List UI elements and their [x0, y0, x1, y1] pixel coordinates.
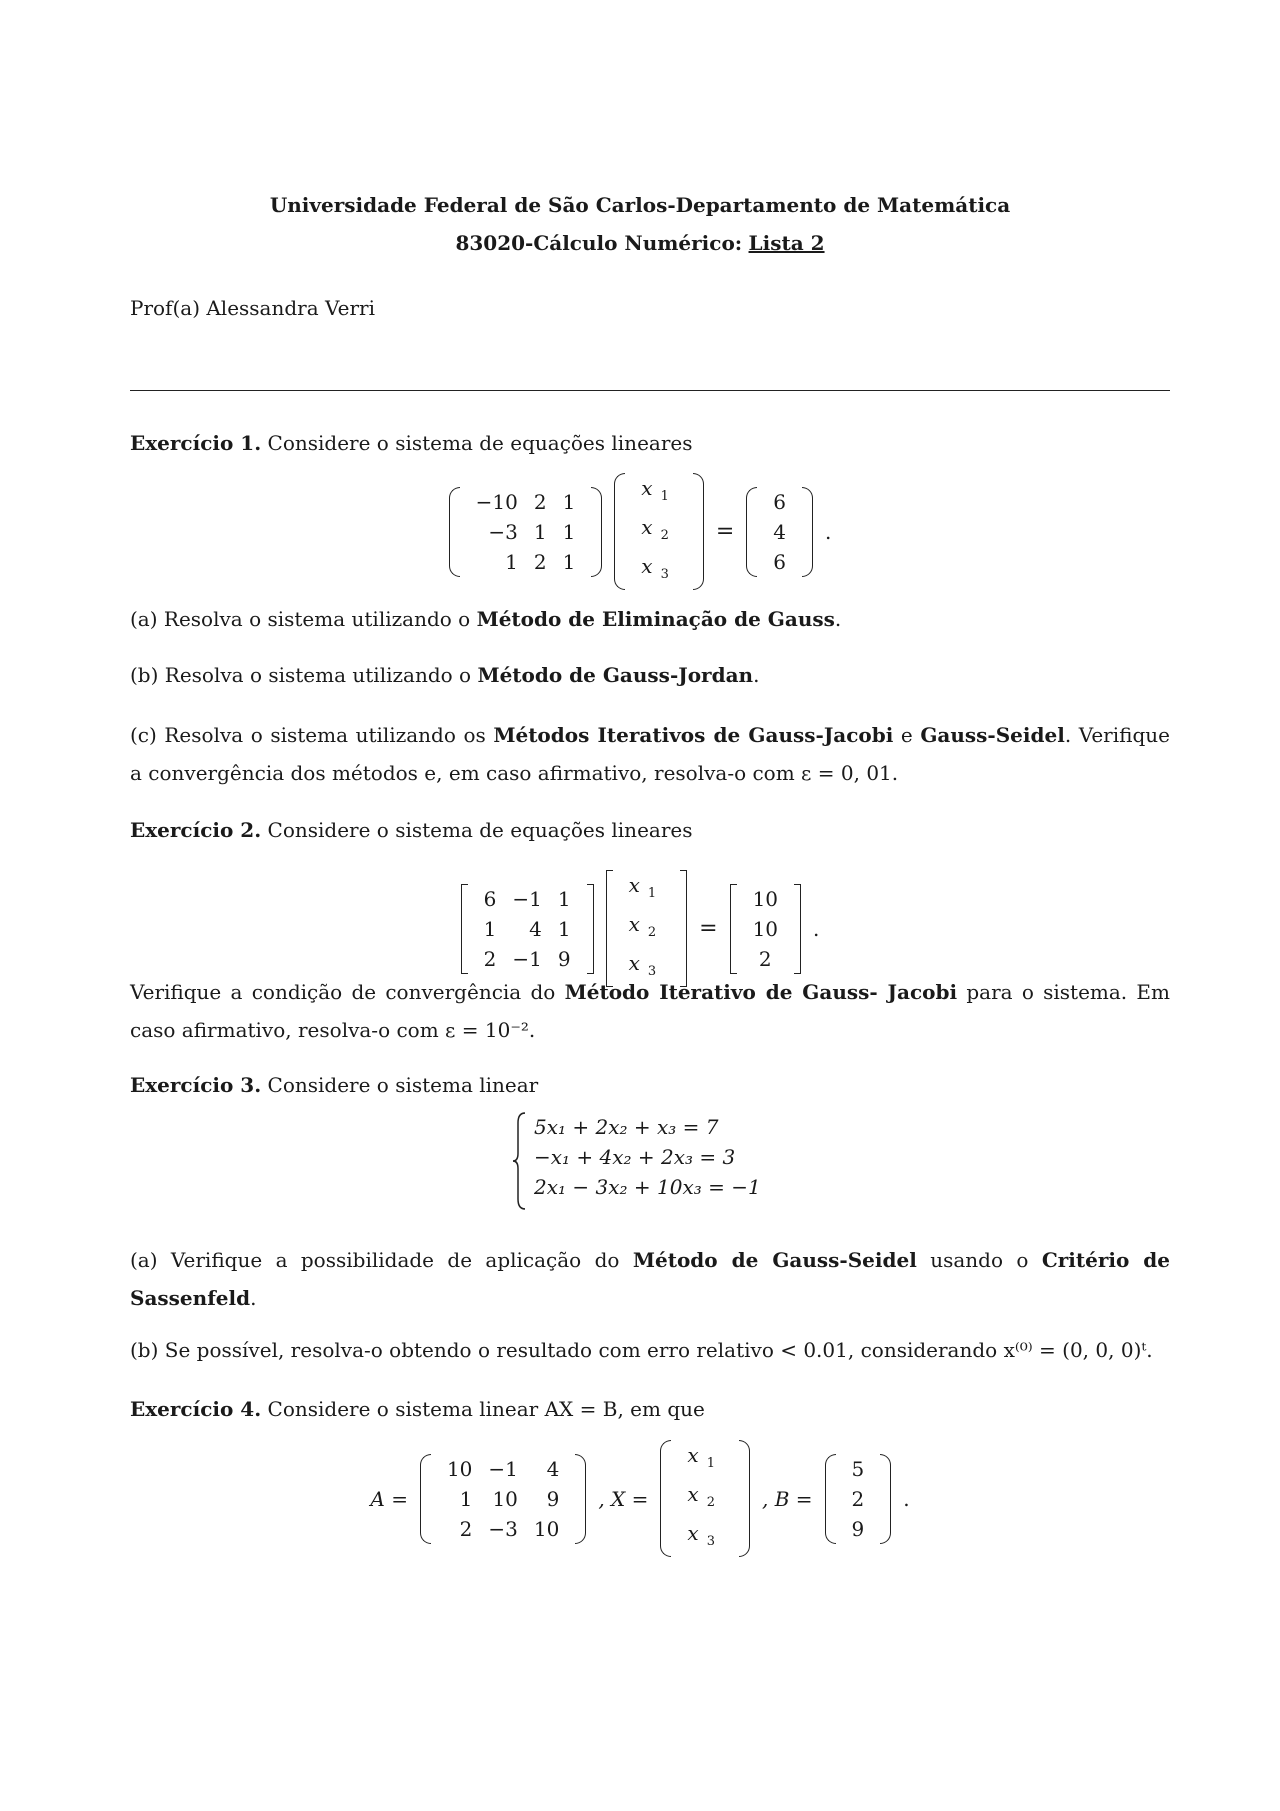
- matrix-cell: −1: [512, 886, 542, 911]
- ex3-title: Exercício 3.: [130, 1073, 262, 1097]
- ex4-var-vector: [660, 1440, 750, 1557]
- matrix-cell: 1: [483, 916, 497, 941]
- rhs-cell: 9: [851, 1516, 865, 1541]
- university-title: Universidade Federal de São Carlos-Departamento de Matemática: [269, 193, 1011, 217]
- label-a: A =: [370, 1486, 408, 1511]
- ex2-text-post: para o sistema. Em caso afirmativo, resolva-o com ε = 10⁻².: [130, 980, 1170, 1042]
- ex3-system: [512, 1112, 761, 1218]
- matrix-cell: 9: [557, 946, 571, 971]
- matrix-cell: 1: [557, 916, 571, 941]
- ex4-title: Exercício 4.: [130, 1397, 262, 1421]
- var-cell: x $_2$: [687, 1482, 715, 1510]
- label-x: , X =: [598, 1486, 649, 1511]
- ex1-c-text: (c) Resolva o sistema utilizando os: [130, 723, 486, 747]
- ex1-rhs-vector: [746, 487, 813, 577]
- ex3-item-a: (a) Verifique a possibilidade de aplicação do Método de Gauss-Seidel usando o Critério de Sassenfeld.: [130, 1248, 1171, 1310]
- matrix-cell: 2: [533, 549, 547, 574]
- list-label: Lista 2: [748, 231, 825, 255]
- var-cell: x $_3$: [641, 554, 669, 582]
- rhs-cell: 6: [773, 489, 787, 514]
- course-code: 83020-Cálculo Numérico:: [455, 231, 743, 255]
- ex1-intro: [130, 428, 1170, 458]
- ex2-rhs-vector: [730, 884, 801, 974]
- matrix-cell: 1: [505, 549, 518, 574]
- ex2-intro-text: Considere o sistema de equações lineares: [267, 818, 693, 842]
- var-cell: x $_3$: [628, 951, 657, 979]
- ex3-item-b: (b) Se possível, resolva-o obtendo o resultado com erro relativo < 0.01, considerando x⁽⁰⁾ = (0, 0, 0)ᵗ.: [130, 1338, 1153, 1362]
- ex1-b-method: Método de Gauss-Jordan: [477, 663, 754, 687]
- header-rule: [130, 390, 1170, 391]
- ex3-intro: [130, 1070, 1170, 1100]
- ex1-c-method1: Métodos Iterativos de Gauss-Jacobi: [493, 723, 894, 747]
- var-cell: x $_2$: [628, 912, 657, 940]
- matrix-cell: 1: [562, 489, 576, 514]
- var-cell: x $_1$: [687, 1443, 715, 1471]
- rhs-cell: 10: [752, 886, 779, 911]
- ex3-a-method: Método de Gauss-Seidel: [632, 1248, 917, 1272]
- var-cell: x $_1$: [628, 873, 657, 901]
- matrix-cell: 2: [459, 1516, 473, 1541]
- ex1-c-method2: Gauss-Seidel: [920, 723, 1065, 747]
- matrix-cell: 10: [446, 1456, 473, 1481]
- matrix-cell: −3: [488, 1516, 518, 1541]
- matrix-cell: 2: [483, 946, 497, 971]
- equals-sign: =: [715, 519, 735, 544]
- ex2-equation: [0, 870, 1280, 987]
- period: .: [903, 1486, 910, 1511]
- matrix-cell: 1: [562, 549, 576, 574]
- period: .: [813, 916, 820, 941]
- ex2-method: Método Iterativo de Gauss- Jacobi: [564, 980, 958, 1004]
- ex3-a-text: (a) Verifique a possibilidade de aplicação do: [130, 1248, 620, 1272]
- ex2-text-pre: Verifique a condição de convergência do: [130, 980, 556, 1004]
- matrix-cell: 1: [533, 519, 547, 544]
- ex4-matrix-a: [420, 1454, 586, 1544]
- professor-name: Prof(a) Alessandra Verri: [130, 296, 375, 320]
- ex2-intro: [130, 815, 1170, 845]
- matrix-cell: −1: [488, 1456, 518, 1481]
- rhs-cell: 6: [773, 549, 787, 574]
- ex2-var-vector: [606, 870, 688, 987]
- ex4-rhs-vector: [825, 1454, 892, 1544]
- ex4-intro-text: Considere o sistema linear AX = B, em que: [267, 1397, 705, 1421]
- ex3-intro-text: Considere o sistema linear: [267, 1073, 539, 1097]
- matrix-cell: −3: [488, 519, 518, 544]
- rhs-cell: 4: [773, 519, 787, 544]
- matrix-cell: 1: [557, 886, 571, 911]
- matrix-cell: 10: [492, 1486, 518, 1511]
- ex2-text: [130, 973, 1170, 1049]
- rhs-cell: 2: [851, 1486, 865, 1511]
- ex2-coef-matrix: [461, 884, 594, 974]
- matrix-cell: 1: [459, 1486, 473, 1511]
- matrix-cell: 1: [562, 519, 576, 544]
- var-cell: x $_3$: [687, 1521, 715, 1549]
- ex3-a-mid: usando o: [930, 1248, 1029, 1272]
- ex1-a-text: (a) Resolva o sistema utilizando o: [130, 607, 471, 631]
- equals-sign: =: [699, 916, 718, 941]
- ex1-coef-matrix: [449, 487, 603, 577]
- label-b: , B =: [761, 1486, 813, 1511]
- ex4-intro: [130, 1394, 1170, 1424]
- matrix-cell: −10: [475, 489, 518, 514]
- rhs-cell: 5: [851, 1456, 865, 1481]
- rhs-cell: 2: [758, 946, 772, 971]
- ex1-a-method: Método de Eliminação de Gauss: [476, 607, 835, 631]
- ex1-c-rest: . Verifique a convergência dos métodos e, em caso afirmativo, resolva-o com ε = 0, 01.: [130, 723, 1170, 785]
- course-title: [0, 228, 1280, 258]
- ex1-item-c: [130, 716, 1170, 792]
- ex1-equation: [0, 473, 1280, 590]
- ex1-b-text: (b) Resolva o sistema utilizando o: [130, 663, 472, 687]
- matrix-cell: 4: [529, 916, 542, 941]
- ex1-item-a: (a) Resolva o sistema utilizando o Método de Eliminação de Gauss.: [130, 607, 842, 631]
- matrix-cell: 9: [546, 1486, 560, 1511]
- rhs-cell: 10: [752, 916, 779, 941]
- period: .: [825, 519, 832, 544]
- system-equation: −x₁ + 4x₂ + 2x₃ = 3: [534, 1145, 736, 1169]
- ex3-a-criterion: Critério de Sassenfeld: [130, 1248, 1171, 1310]
- ex4-equation: [0, 1440, 1280, 1557]
- left-brace-icon: [512, 1112, 526, 1210]
- matrix-cell: 2: [533, 489, 547, 514]
- matrix-cell: 10: [533, 1516, 560, 1541]
- ex1-intro-text: Considere o sistema de equações lineares: [267, 431, 693, 455]
- ex1-item-b: (b) Resolva o sistema utilizando o Método de Gauss-Jordan.: [130, 663, 760, 687]
- system-equation: 5x₁ + 2x₂ + x₃ = 7: [534, 1115, 719, 1139]
- ex1-title: Exercício 1.: [130, 431, 262, 455]
- ex2-title: Exercício 2.: [130, 818, 262, 842]
- system-equation: 2x₁ − 3x₂ + 10x₃ = −1: [534, 1175, 761, 1199]
- var-cell: x $_1$: [641, 476, 669, 504]
- var-cell: x $_2$: [641, 515, 669, 543]
- matrix-cell: −1: [512, 946, 542, 971]
- matrix-cell: 4: [546, 1456, 560, 1481]
- matrix-cell: 6: [483, 886, 497, 911]
- ex1-var-vector: [614, 473, 704, 590]
- ex1-c-and: e: [900, 723, 913, 747]
